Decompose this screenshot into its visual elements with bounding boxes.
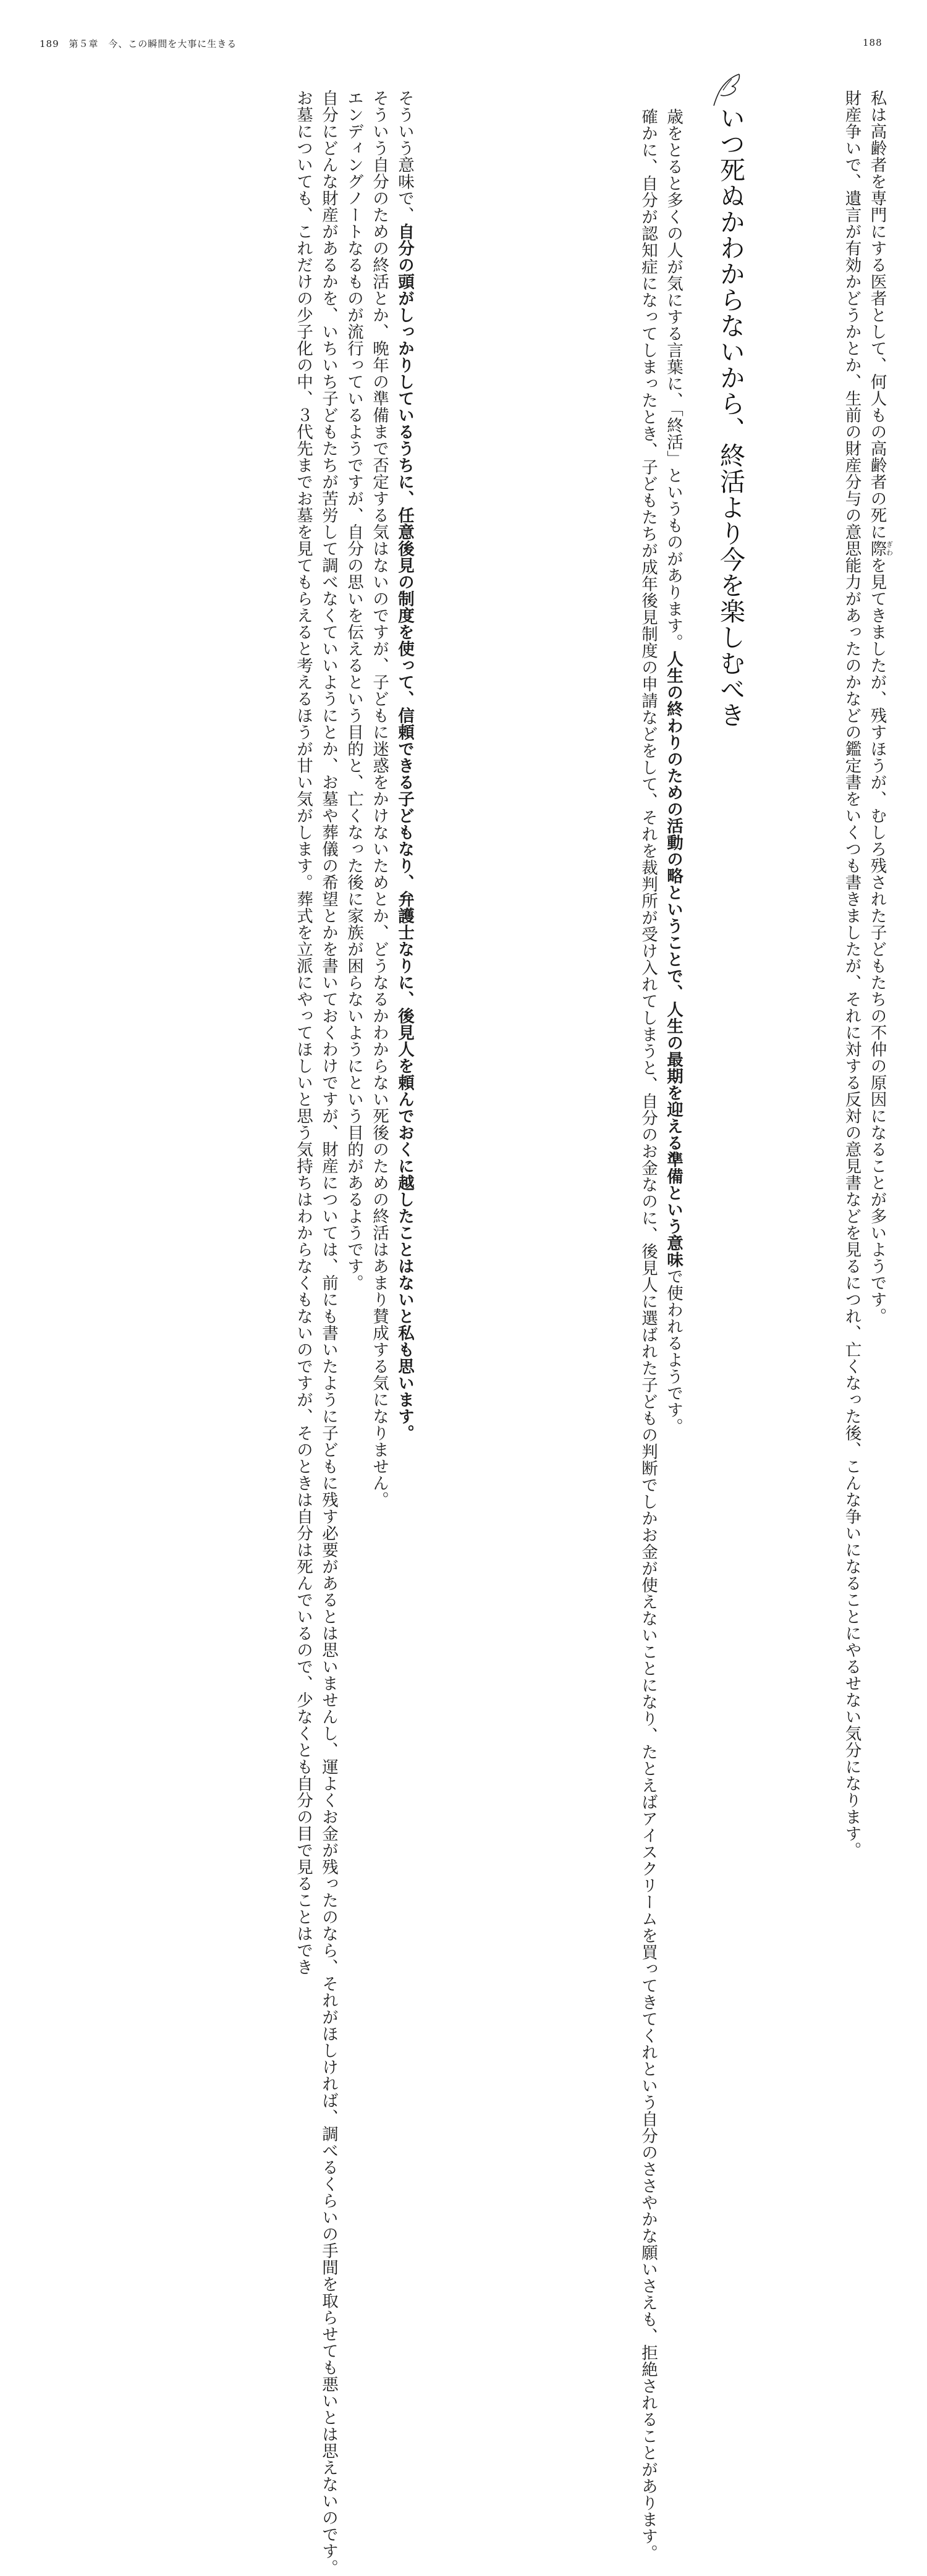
ruby-annotation: 際ぎわ (867, 540, 894, 557)
running-header-left (40, 37, 243, 50)
emphasized-text: 自分の頭がしっかりしているうちに、任意後見の制度を使って、信頼できる子どもなり、弁護士なりに、後見人を頼んでおくに越したことはないと私も思います。 (395, 222, 414, 1441)
paragraph: 歳をとると多くの人が気にする言葉に、「終活」というものがあります。人生の終わりのための活動の略ということで、人生の最期を迎える準備という意味で使われるようです。 (664, 108, 683, 1435)
right-page-intro-text (766, 73, 894, 1858)
paragraph: 私は高齢者を専門にする医者として、何人もの高齢者の死に際ぎわを見てきましたが、残すほうが、むしろ残された子どもたちの不仲の原因になることが多いようです。 (867, 89, 894, 1324)
section-heading: いつ死ぬかわからないから、終活より今を楽しむべき (716, 105, 745, 728)
page-number-right: 188 (863, 37, 883, 48)
left-page-text (34, 73, 417, 2576)
paragraph: お墓についても、これだけの少子化の中、３代先までお墓を見てもらえると考えるほうが甘い気がします。葬式を立派にやってほしいと思う気持ちはわからなくもないのですが、そのときは自分は死んでいるので、少なくとも自分の目で見ることはでき (294, 89, 313, 1975)
paragraph: エンディングノートなるものが流行っているようですが、自分の思いを伝えるという目的と、亡くなった後に家族が困らないようにという目的があるようです。 (344, 89, 363, 1291)
chapter-label: 第５章 (69, 38, 99, 49)
quill-icon (709, 72, 744, 108)
right-page-body-text (513, 91, 686, 2561)
paragraph: そういう意味で、自分の頭がしっかりしているうちに、任意後見の制度を使って、信頼できる子どもなり、弁護士なりに、後見人を頼んでおくに越したことはないと私も思います。 (395, 89, 414, 1441)
paragraph: 自分にどんな財産があるかを、いちいち子どもたちが苦労して調べなくていいようにとか、お墓や葬儀の希望とかを書いておくわけですが、財産については、前にも書いたように子どもに残す必要があるとは思いませんし、運よくお金が残ったのなら、それがほしければ、調べるくらいの手間を取らせても悪いとは思えないのです。 (319, 89, 338, 2576)
paragraph: 財産争いで、遺言が有効かどうかとか、生前の財産分与の意思能力があったのかなどの鑑定書をいくつも書きましたが、それに対する反対の意見書などを見るにつれ、亡くなった後、こんな争いになることにやるせない気分になります。 (842, 89, 861, 1858)
paragraph: 確かに、自分が認知症になってしまったとき、子どもたちが成年後見制度の申請などをして、それを裁判所が受け入れてしまうと、自分のお金なのに、後見人に選ばれた子どもの判断でしかお金が使えないことになり、たとえばアイスクリームを買ってきてくれという自分のささやかな願いさえも、拒絶されることがあります。 (638, 108, 658, 2561)
emphasized-text: 人生の終わりのための活動の略ということで、人生の最期を迎える準備という意味 (664, 650, 683, 1268)
page-number-left: 189 (40, 38, 59, 49)
paragraph: そういう自分のための終活とか、晩年の準備まで否定する気はないのですが、子どもに迷惑をかけないためとか、どうなるかわからない死後のための終活はあまり賛成する気になりません。 (370, 89, 389, 1508)
chapter-title: 今、この瞬間を大事に生きる (108, 38, 237, 49)
